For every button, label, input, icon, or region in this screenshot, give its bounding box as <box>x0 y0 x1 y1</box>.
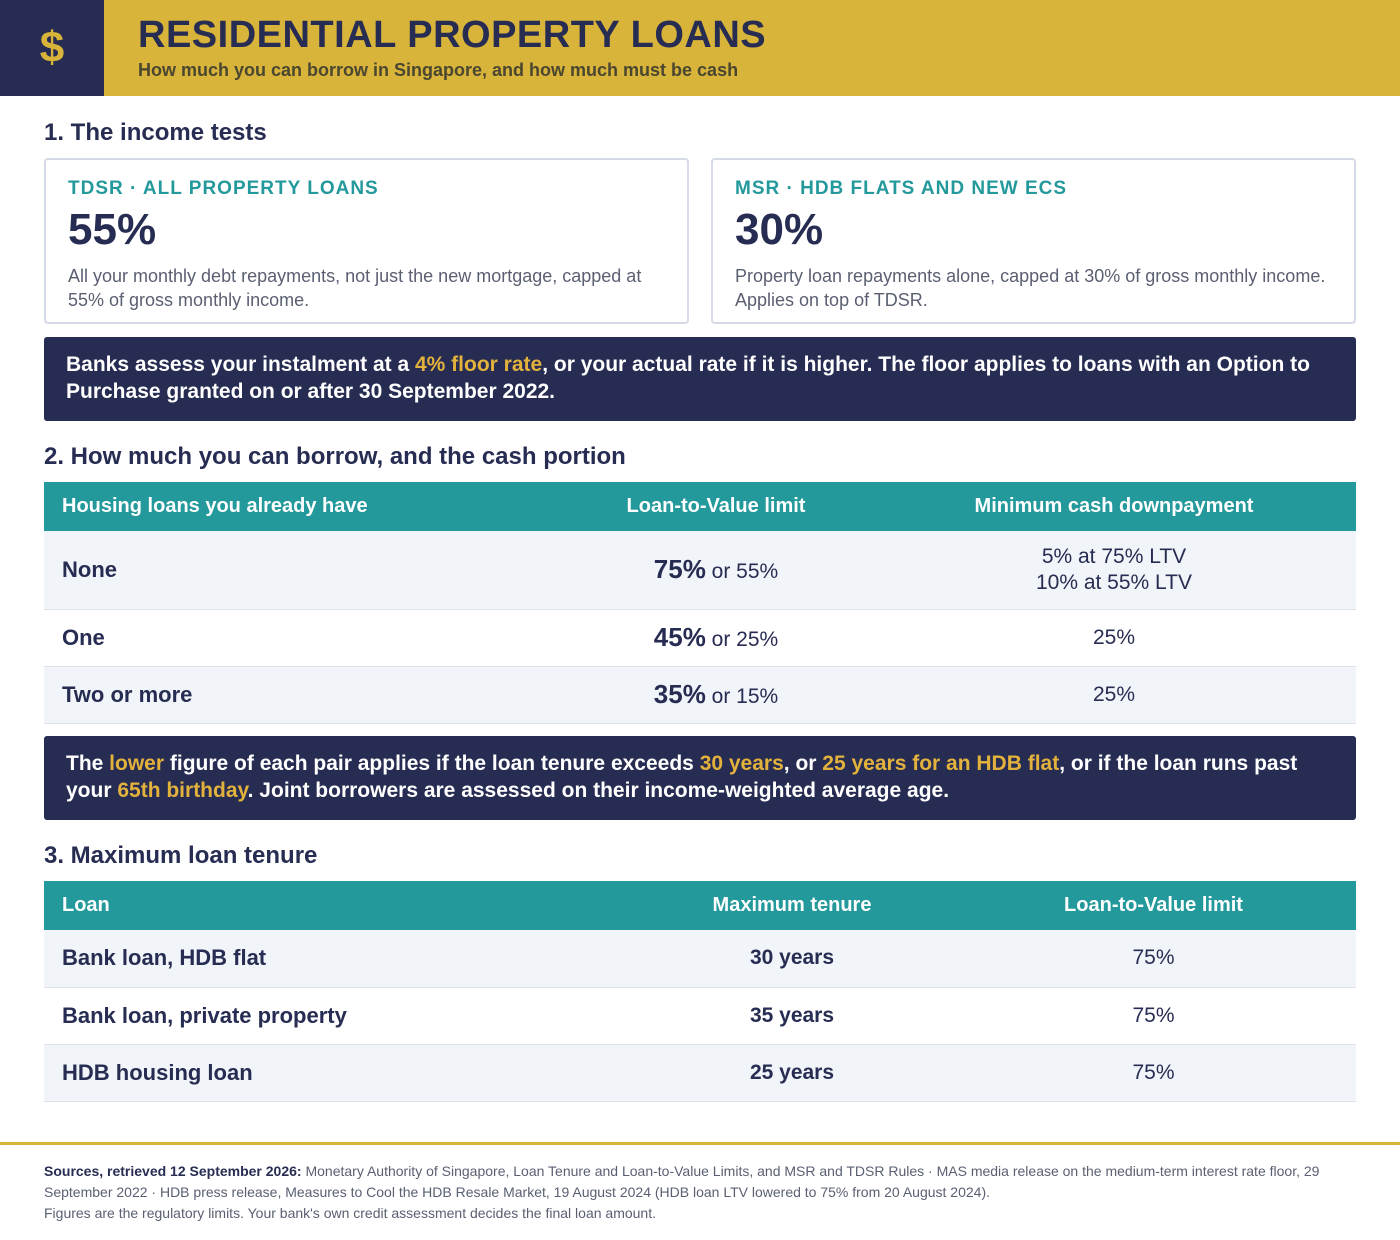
row-label: One <box>44 609 560 666</box>
ltv-value: 75% <box>951 1044 1356 1101</box>
cash-value: 25% <box>872 609 1356 666</box>
section-heading-tenure: 3. Maximum loan tenure <box>44 842 318 869</box>
ltv-alt: or 15% <box>711 685 779 708</box>
row-label: Bank loan, private property <box>44 987 633 1044</box>
ltv-main: 75% <box>653 554 706 585</box>
card-label: TDSR · ALL PROPERTY LOANS <box>68 178 379 199</box>
ltv-value: 75% <box>951 930 1356 987</box>
footer-sources <box>44 1161 1356 1224</box>
section-heading-income-tests: 1. The income tests <box>44 119 267 146</box>
table-row <box>44 531 1356 609</box>
table-row <box>44 1044 1356 1101</box>
tenure-value: 30 years <box>633 930 951 987</box>
note-text: , or if the loan runs past your <box>66 752 1298 802</box>
note-text: The <box>66 752 110 775</box>
column-header: Loan-to-Value limit <box>560 482 872 531</box>
tenure-value: 25 years <box>633 1044 951 1101</box>
footer-divider <box>0 1142 1400 1145</box>
column-header: Minimum cash downpayment <box>872 482 1356 531</box>
column-header: Maximum tenure <box>633 881 951 930</box>
note-highlight: 65th birthday <box>117 779 248 802</box>
ltv-table <box>44 482 1356 724</box>
card-label: MSR · HDB FLATS AND NEW ECS <box>735 178 1068 199</box>
card-description: Property loan repayments alone, capped at 30% of gross monthly income. Applies on top of TDSR. <box>735 266 1326 311</box>
column-header: Loan <box>44 881 633 930</box>
table-header-row <box>44 881 1356 930</box>
cash-value: 10% at 55% LTV <box>1035 570 1193 594</box>
ltv-main: 35% <box>653 679 706 709</box>
ltv-value: 75% <box>951 987 1356 1044</box>
disclaimer: Figures are the regulatory limits. Your bank's own credit assessment decides the final loan amount. <box>44 1205 656 1221</box>
tdsr-card <box>44 158 689 324</box>
card-value: 30% <box>735 205 824 254</box>
tenure-value: 35 years <box>633 987 951 1044</box>
note-text: , or your actual rate if it is higher. The floor applies to loans with an Option to Purchase granted on or after 30 September 2022. <box>66 353 1310 403</box>
ltv-cell <box>560 531 872 609</box>
note-highlight: 4% floor rate <box>415 353 543 376</box>
table-row <box>44 666 1356 723</box>
table-row <box>44 609 1356 666</box>
note-text: Banks assess your instalment at a <box>66 353 415 376</box>
row-label: HDB housing loan <box>44 1044 633 1101</box>
note-highlight: lower <box>109 752 165 775</box>
column-header: Loan-to-Value limit <box>951 881 1356 930</box>
row-label: Bank loan, HDB flat <box>44 930 633 987</box>
card-description: All your monthly debt repayments, not just the new mortgage, capped at 55% of gross monthly income. <box>68 266 642 311</box>
table-header-row <box>44 482 1356 531</box>
dollar-icon: $ <box>0 0 104 96</box>
note-highlight: 25 years for an HDB flat <box>822 752 1060 775</box>
ltv-alt: or 25% <box>711 628 779 651</box>
page-subtitle: How much you can borrow in Singapore, and how much must be cash <box>138 60 739 80</box>
ltv-cell <box>560 666 872 723</box>
floor-rate-note <box>44 337 1356 421</box>
note-highlight: 30 years <box>699 752 784 775</box>
cash-value: 5% at 75% LTV <box>1041 544 1187 568</box>
ltv-cell <box>560 609 872 666</box>
ltv-main: 45% <box>653 622 706 652</box>
msr-card <box>711 158 1356 324</box>
cash-cell <box>872 531 1356 609</box>
note-text: figure of each pair applies if the loan tenure exceeds <box>164 752 700 775</box>
sources-label: Sources, retrieved 12 September 2026: <box>44 1163 302 1179</box>
ltv-alt: or 55% <box>711 560 779 584</box>
tenure-table <box>44 881 1356 1102</box>
card-value: 55% <box>68 205 157 254</box>
sources-text: Monetary Authority of Singapore, Loan Tenure and Loan-to-Value Limits, and MSR and TDSR Rules · MAS media release on the medium-term interest rate floor, 29 September 2022 · HDB press release, Measures to Cool the HDB Resale Market, 19 August 2024 (HDB loan LTV lowered to 75% from 20 August 2024). <box>44 1163 1320 1200</box>
row-label: Two or more <box>44 666 560 723</box>
row-label: None <box>44 531 560 609</box>
lower-figure-note <box>44 736 1356 820</box>
note-text: , or <box>783 752 823 775</box>
note-text: . Joint borrowers are assessed on their income-weighted average age. <box>247 779 950 802</box>
column-header: Housing loans you already have <box>44 482 560 531</box>
table-row <box>44 987 1356 1044</box>
page-title: RESIDENTIAL PROPERTY LOANS <box>138 14 767 56</box>
cash-value: 25% <box>872 666 1356 723</box>
page-header <box>0 0 1400 96</box>
section-heading-borrow: 2. How much you can borrow, and the cash portion <box>44 443 626 470</box>
sources-paragraph <box>44 1161 1356 1203</box>
table-row <box>44 930 1356 987</box>
